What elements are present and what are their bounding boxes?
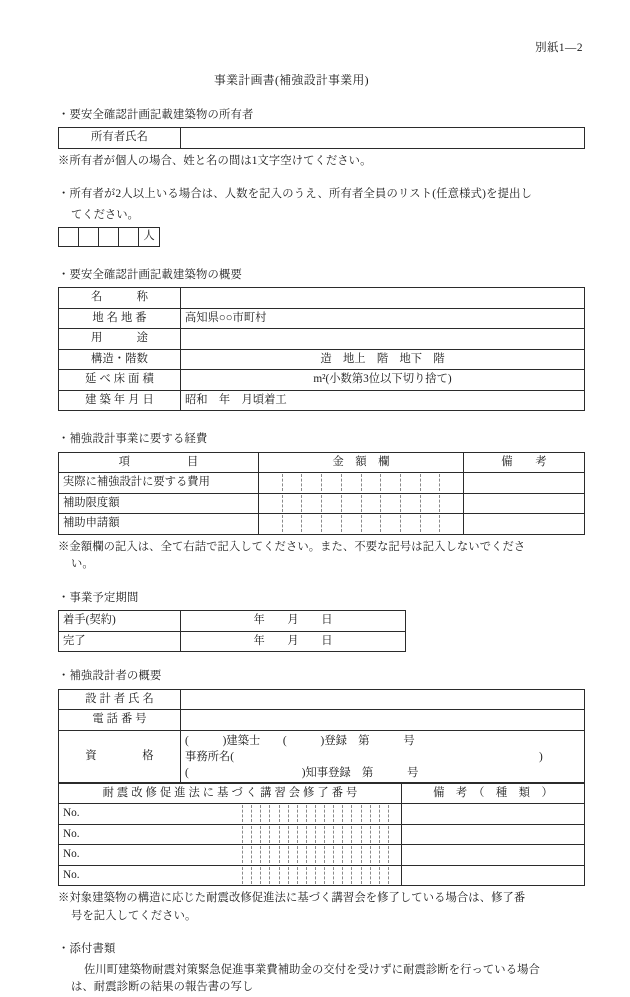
table-row	[59, 845, 585, 866]
period-start-value[interactable]: 年 月 日	[181, 611, 406, 632]
multi-owner-line1: ・所有者が2人以上いる場合は、人数を記入のうえ、所有者全員のリスト(任意様式)を提出し	[58, 188, 533, 201]
table-row	[59, 390, 585, 411]
table-row	[59, 865, 585, 886]
expense-item-limit: 補助限度額	[59, 493, 259, 514]
building-structure-value[interactable]: 造 地上 階 地下 階	[181, 349, 585, 370]
expense-remarks-actual[interactable]	[464, 473, 585, 494]
period-end-value[interactable]: 年 月 日	[181, 631, 406, 652]
expense-header-remarks: 備 考	[464, 452, 585, 473]
training-number-3[interactable]	[230, 845, 402, 866]
building-usage-label: 用 途	[59, 329, 181, 350]
owner-note: ※所有者が個人の場合、姓と名の間は1文字空けてください。	[58, 154, 372, 167]
building-name-value[interactable]	[181, 288, 585, 309]
multi-owner-line2: てください。	[71, 208, 139, 221]
period-section-heading: ・事業予定期間	[58, 591, 139, 604]
building-address-label: 地 名 地 番	[59, 308, 181, 329]
qualification-line-2: 事務所名( )	[185, 750, 543, 763]
table-row	[59, 228, 160, 247]
training-remarks-3[interactable]	[402, 845, 585, 866]
table-row	[59, 804, 585, 825]
table-row	[59, 128, 585, 149]
expense-item-request: 補助申請額	[59, 514, 259, 535]
expense-note-line1: ※金額欄の記入は、全て右詰で記入してください。また、不要な記号は記入しないでくださ	[58, 540, 526, 553]
owner-name-label: 所有者氏名	[59, 128, 181, 149]
training-no-label-1: No.	[59, 804, 231, 825]
owner-count-digit-1[interactable]	[59, 228, 79, 247]
expense-amount-request[interactable]	[259, 514, 464, 535]
expense-item-actual: 実際に補強設計に要する費用	[59, 473, 259, 494]
training-remarks-1[interactable]	[402, 804, 585, 825]
expense-header-amount: 金 額 欄	[259, 452, 464, 473]
owner-count-unit: 人	[139, 228, 160, 247]
owner-count-table	[58, 227, 160, 247]
designer-note-line1: ※対象建築物の構造に応じた耐震改修促進法に基づく講習会を修了している場合は、修了番	[58, 892, 526, 905]
owner-table	[58, 127, 585, 149]
table-header-row	[59, 783, 585, 804]
designer-name-label: 設 計 者 氏 名	[59, 689, 181, 710]
training-no-label-3: No.	[59, 845, 231, 866]
period-start-label: 着手(契約)	[59, 611, 181, 632]
qualification-line-1: ( )建築士 ( )登録 第 号	[185, 734, 415, 747]
training-remarks-2[interactable]	[402, 824, 585, 845]
owner-count-digit-2[interactable]	[79, 228, 99, 247]
building-usage-value[interactable]	[181, 329, 585, 350]
table-row	[59, 349, 585, 370]
designer-section-heading: ・補強設計者の概要	[58, 670, 162, 683]
designer-note-line2: 号を記入してください。	[71, 909, 197, 922]
table-row	[59, 631, 406, 652]
building-floor-area-label: 延 べ 床 面 積	[59, 370, 181, 391]
building-floor-area-value[interactable]: m²(小数第3位以下切り捨て)	[181, 370, 585, 391]
table-row	[59, 493, 585, 514]
expense-table	[58, 452, 585, 535]
owner-section-heading: ・要安全確認計画記載建築物の所有者	[58, 108, 254, 121]
training-number-2[interactable]	[230, 824, 402, 845]
designer-table	[58, 689, 585, 783]
training-cells	[234, 846, 397, 864]
designer-name-value[interactable]	[181, 689, 585, 710]
table-row	[59, 370, 585, 391]
table-row	[59, 710, 585, 731]
document-title: 事業計画書(補強設計事業用)	[213, 72, 370, 87]
designer-phone-label: 電 話 番 号	[59, 710, 181, 731]
training-cells	[234, 805, 397, 823]
money-cells	[263, 515, 459, 533]
table-row	[59, 308, 585, 329]
expense-section-heading: ・補強設計事業に要する経費	[58, 433, 208, 446]
building-overview-table	[58, 287, 585, 411]
document-reference: 別紙1―2	[535, 42, 583, 54]
expense-note-line2: い。	[71, 558, 94, 571]
designer-qualification-label: 資 格	[59, 730, 181, 782]
table-row	[59, 824, 585, 845]
table-row	[59, 288, 585, 309]
table-row	[59, 329, 585, 350]
training-number-4[interactable]	[230, 865, 402, 886]
money-cells	[263, 495, 459, 513]
training-cells	[234, 867, 397, 885]
designer-qualification-value[interactable]	[181, 730, 585, 782]
money-cells	[263, 474, 459, 492]
building-date-value[interactable]: 昭和 年 月頃着工	[181, 390, 585, 411]
table-row	[59, 730, 585, 782]
period-end-label: 完了	[59, 631, 181, 652]
owner-name-value[interactable]	[181, 128, 585, 149]
training-table	[58, 783, 585, 887]
expense-header-item: 項 目	[59, 452, 259, 473]
expense-amount-actual[interactable]	[259, 473, 464, 494]
table-header-row	[59, 452, 585, 473]
training-no-label-2: No.	[59, 824, 231, 845]
designer-phone-value[interactable]	[181, 710, 585, 731]
training-cells	[234, 826, 397, 844]
training-number-header: 耐 震 改 修 促 進 法 に 基 づ く 講 習 会 修 了 番 号	[59, 783, 402, 804]
building-date-label: 建 築 年 月 日	[59, 390, 181, 411]
table-row	[59, 514, 585, 535]
training-remarks-4[interactable]	[402, 865, 585, 886]
owner-count-digit-4[interactable]	[119, 228, 139, 247]
building-address-value[interactable]: 高知県○○市町村	[181, 308, 585, 329]
attachments-line2: は、耐震診断の結果の報告書の写し	[71, 981, 254, 994]
training-no-label-4: No.	[59, 865, 231, 886]
expense-remarks-limit[interactable]	[464, 493, 585, 514]
attachments-section-heading: ・添付書類	[58, 943, 116, 956]
attachments-line1: 佐川町建築物耐震対策緊急促進事業費補助金の交付を受けずに耐震診断を行っている場合	[84, 963, 540, 976]
table-row	[59, 689, 585, 710]
building-name-label: 名 称	[59, 288, 181, 309]
owner-count-digit-3[interactable]	[99, 228, 119, 247]
table-row	[59, 611, 406, 632]
expense-amount-limit[interactable]	[259, 493, 464, 514]
training-number-1[interactable]	[230, 804, 402, 825]
training-remarks-header: 備 考 （ 種 類 ）	[402, 783, 585, 804]
period-table	[58, 610, 406, 652]
table-row	[59, 473, 585, 494]
building-section-heading: ・要安全確認計画記載建築物の概要	[58, 268, 242, 281]
expense-remarks-request[interactable]	[464, 514, 585, 535]
qualification-line-3: ( )知事登録 第 号	[185, 766, 419, 779]
building-structure-label: 構造・階数	[59, 349, 181, 370]
